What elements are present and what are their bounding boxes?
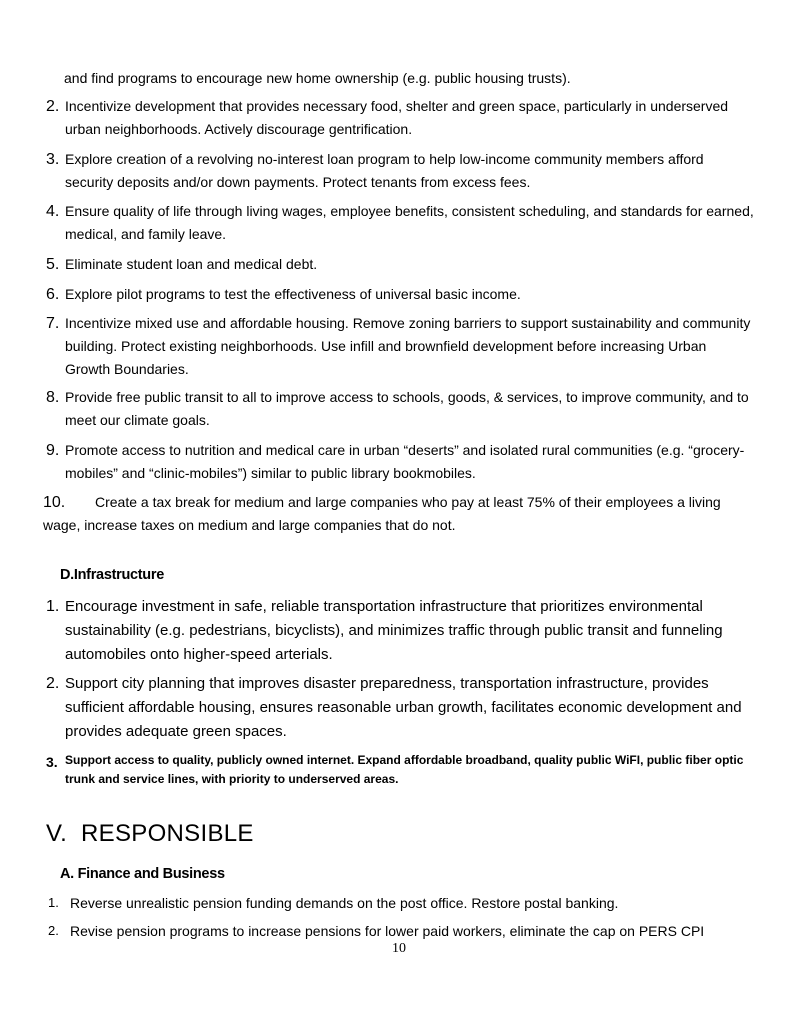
item-text: Explore creation of a revolving no-interest loan program to help low-income community members afford security deposits and/or down payments. Protect tenants from excess fees. (65, 151, 704, 190)
item-number: 1. (48, 895, 59, 910)
item-number: 10. (43, 494, 66, 511)
item-number: 7. (46, 315, 60, 332)
item-number: 3. (46, 754, 58, 770)
item-number: 5. (46, 256, 60, 273)
page-number: 10 (392, 941, 406, 956)
item-text: Create a tax break for medium and large companies who pay at least 75% of their employees a living wage, increase taxes on medium and large companies that do not. (43, 494, 721, 533)
item-text: Support access to quality, publicly owned internet. Expand affordable broadband, quality public WiFI, public fiber optic trunk and service lines, with priority to underserved areas. (65, 753, 744, 786)
item-text: Incentivize mixed use and affordable housing. Remove zoning barriers to support sustainability and community building. Protect existing neighborhoods. Use infill and brownfield development before increasing Urban Growth Boundaries. (65, 315, 751, 377)
item-text: Support city planning that improves disaster preparedness, transportation infrastructure, provides sufficient affordable housing, ensures reasonable urban growth, facilitates economic development and provides adequate green spaces. (65, 675, 742, 740)
section-heading: A. Finance and Business (60, 866, 225, 882)
section-heading: D.Infrastructure (60, 567, 164, 583)
item-text: Explore pilot programs to test the effectiveness of universal basic income. (65, 286, 521, 302)
item-number: 3. (46, 151, 60, 168)
item-text: Encourage investment in safe, reliable transportation infrastructure that prioritizes environmental sustainability (e.g. pedestrians, bicyclists), and minimizes traffic through public transit and funneling automobiles onto higher-speed arterials. (65, 598, 723, 663)
continuation-line: and find programs to encourage new home ownership (e.g. public housing trusts). (64, 70, 571, 86)
item-number: 2. (46, 675, 60, 692)
item-number: 1. (46, 598, 60, 615)
item-text: Eliminate student loan and medical debt. (65, 256, 318, 272)
item-number: 2. (48, 923, 59, 938)
item-text: Ensure quality of life through living wages, employee benefits, consistent scheduling, and standards for earned, medical, and family leave. (65, 203, 754, 242)
item-number: 8. (46, 389, 60, 406)
chapter-heading: V. RESPONSIBLE (46, 820, 254, 847)
item-text: Promote access to nutrition and medical care in urban “deserts” and isolated rural communities (e.g. “grocery-mobiles” and “clinic-mobiles”) similar to public library bookmobiles. (65, 442, 745, 481)
item-text: Incentivize development that provides necessary food, shelter and green space, particularly in underserved urban neighborhoods. Actively discourage gentrification. (65, 98, 729, 137)
item-text: Reverse unrealistic pension funding demands on the post office. Restore postal banking. (70, 895, 619, 911)
item-text: Provide free public transit to all to improve access to schools, goods, & services, to improve community, and to meet our climate goals. (65, 389, 749, 428)
item-number: 4. (46, 203, 60, 220)
item-number: 6. (46, 286, 60, 303)
item-number: 2. (46, 98, 60, 115)
item-text: Revise pension programs to increase pensions for lower paid workers, eliminate the cap on PERS CPI (70, 923, 705, 939)
item-number: 9. (46, 442, 60, 459)
